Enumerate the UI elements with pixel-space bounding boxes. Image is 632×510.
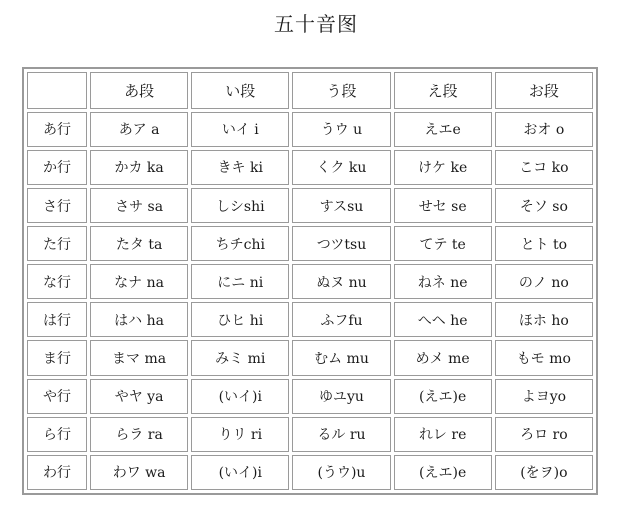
kana-cell: くク ku xyxy=(292,150,390,185)
kana-cell: よヨyo xyxy=(495,379,593,414)
column-header: え段 xyxy=(394,72,492,109)
kana-cell: いイ i xyxy=(191,112,289,147)
kana-cell: (えエ)e xyxy=(394,455,492,490)
kana-cell: むム mu xyxy=(292,340,390,375)
table-row xyxy=(27,112,593,147)
kana-cell: にニ ni xyxy=(191,264,289,299)
column-header: う段 xyxy=(292,72,390,109)
row-header: は行 xyxy=(27,302,87,337)
row-header: あ行 xyxy=(27,112,87,147)
kana-cell: めメ me xyxy=(394,340,492,375)
gojuon-table xyxy=(22,67,598,495)
row-header: か行 xyxy=(27,150,87,185)
kana-cell: ゆユyu xyxy=(292,379,390,414)
kana-cell: きキ ki xyxy=(191,150,289,185)
kana-cell: うウ u xyxy=(292,112,390,147)
kana-cell: そソ so xyxy=(495,188,593,223)
kana-cell: ほホ ho xyxy=(495,302,593,337)
kana-cell: つツtsu xyxy=(292,226,390,261)
kana-cell: こコ ko xyxy=(495,150,593,185)
kana-cell: はハ ha xyxy=(90,302,188,337)
column-header: あ段 xyxy=(90,72,188,109)
kana-cell: (いイ)i xyxy=(191,379,289,414)
kana-cell: のノ no xyxy=(495,264,593,299)
kana-cell: しシshi xyxy=(191,188,289,223)
kana-cell: (えエ)e xyxy=(394,379,492,414)
kana-cell: わワ wa xyxy=(90,455,188,490)
kana-cell: とト to xyxy=(495,226,593,261)
row-header: さ行 xyxy=(27,188,87,223)
kana-cell: (をヲ)o xyxy=(495,455,593,490)
kana-cell: せセ se xyxy=(394,188,492,223)
kana-cell: りリ ri xyxy=(191,417,289,452)
kana-cell: やヤ ya xyxy=(90,379,188,414)
row-header: や行 xyxy=(27,379,87,414)
table-row xyxy=(27,455,593,490)
table-row xyxy=(27,226,593,261)
kana-cell: てテ te xyxy=(394,226,492,261)
header-row xyxy=(27,72,593,109)
table-row xyxy=(27,302,593,337)
kana-cell: すスsu xyxy=(292,188,390,223)
column-header: い段 xyxy=(191,72,289,109)
gojuon-grid xyxy=(24,69,596,493)
row-header: な行 xyxy=(27,264,87,299)
kana-cell: ちチchi xyxy=(191,226,289,261)
column-header: お段 xyxy=(495,72,593,109)
kana-cell: ねネ ne xyxy=(394,264,492,299)
table-row xyxy=(27,379,593,414)
kana-cell: もモ mo xyxy=(495,340,593,375)
table-row xyxy=(27,264,593,299)
kana-cell: らラ ra xyxy=(90,417,188,452)
kana-cell: (うウ)u xyxy=(292,455,390,490)
table-row xyxy=(27,417,593,452)
kana-cell: けケ ke xyxy=(394,150,492,185)
kana-cell: かカ ka xyxy=(90,150,188,185)
kana-cell: ぬヌ nu xyxy=(292,264,390,299)
kana-cell: みミ mi xyxy=(191,340,289,375)
page-title: 五十音图 xyxy=(274,12,358,36)
corner-cell xyxy=(27,72,87,109)
kana-cell: ひヒ hi xyxy=(191,302,289,337)
kana-cell: ふフfu xyxy=(292,302,390,337)
row-header: た行 xyxy=(27,226,87,261)
kana-cell: ろロ ro xyxy=(495,417,593,452)
kana-cell: (いイ)i xyxy=(191,455,289,490)
kana-cell: えエe xyxy=(394,112,492,147)
table-row xyxy=(27,340,593,375)
kana-cell: おオ o xyxy=(495,112,593,147)
table-row xyxy=(27,188,593,223)
kana-cell: れレ re xyxy=(394,417,492,452)
kana-cell: なナ na xyxy=(90,264,188,299)
row-header: わ行 xyxy=(27,455,87,490)
kana-cell: あア a xyxy=(90,112,188,147)
kana-cell: まマ ma xyxy=(90,340,188,375)
kana-cell: るル ru xyxy=(292,417,390,452)
kana-cell: たタ ta xyxy=(90,226,188,261)
kana-cell: さサ sa xyxy=(90,188,188,223)
kana-cell: へヘ he xyxy=(394,302,492,337)
table-row xyxy=(27,150,593,185)
row-header: ら行 xyxy=(27,417,87,452)
row-header: ま行 xyxy=(27,340,87,375)
